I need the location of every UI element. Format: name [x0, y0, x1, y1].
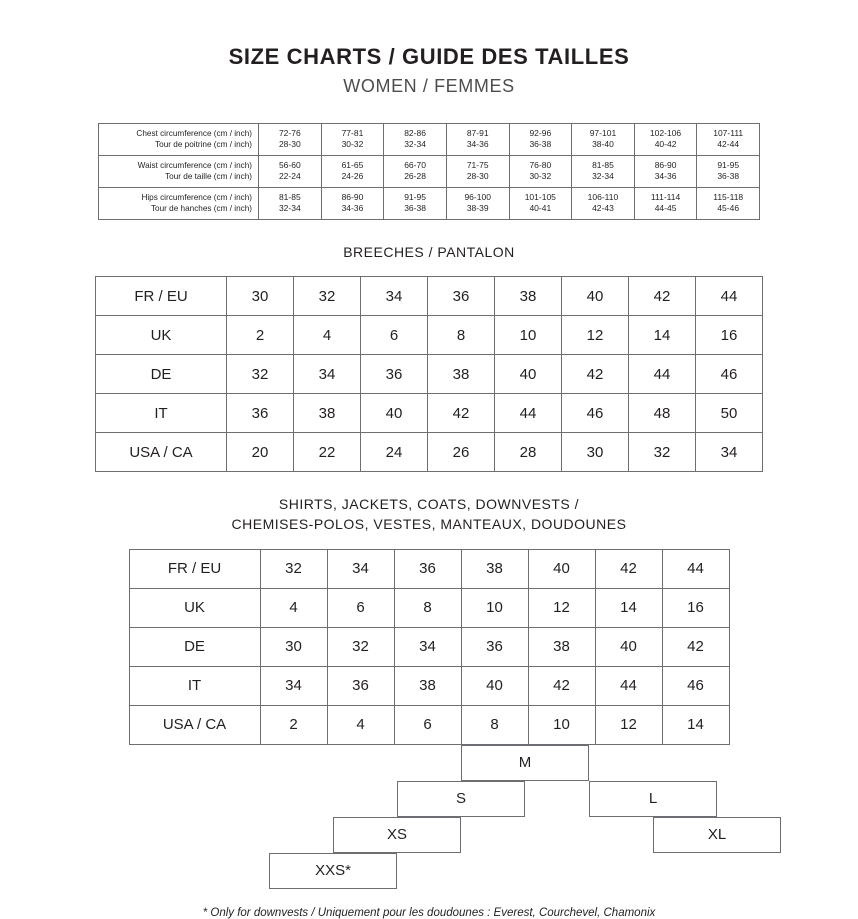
measurement-cm: 106-110 [587, 191, 619, 202]
size-value-cell: 36 [227, 394, 294, 433]
measurement-inch: 36-38 [404, 203, 426, 214]
measurement-row-label [99, 124, 259, 156]
table-row [99, 155, 760, 187]
measurement-cell [446, 187, 509, 219]
letter-size-cell [333, 817, 461, 853]
measurement-label-fr: Tour de poitrine (cm / inch) [155, 140, 252, 150]
table-row [99, 187, 760, 219]
size-value-cell: 44 [662, 549, 729, 588]
measurement-cell [697, 187, 760, 219]
measurement-inch: 38-39 [466, 203, 489, 214]
measurement-cm: 81-85 [278, 191, 301, 202]
size-system-label: UK [96, 316, 227, 355]
breeches-table-wrap [0, 276, 858, 472]
size-value-cell: 14 [662, 705, 729, 744]
size-value-cell: 38 [394, 666, 461, 705]
table-row [129, 627, 729, 666]
size-value-cell: 44 [495, 394, 562, 433]
size-value-cell: 36 [394, 549, 461, 588]
measurement-inch: 30-32 [341, 139, 364, 150]
measurement-label-fr: Tour de hanches (cm / inch) [150, 204, 252, 214]
measurement-cell [259, 155, 322, 187]
measurement-label-fr: Tour de taille (cm / inch) [165, 172, 252, 182]
measurement-cm: 81-85 [592, 159, 614, 170]
measurement-cell [697, 155, 760, 187]
page-subtitle: WOMEN / FEMMES [343, 76, 515, 96]
measurement-cell [321, 124, 384, 156]
size-system-label: UK [129, 588, 260, 627]
table-row [96, 355, 763, 394]
size-value-cell: 32 [227, 355, 294, 394]
measurement-inch: 34-36 [341, 203, 364, 214]
measurement-cm: 66-70 [404, 159, 426, 170]
size-value-cell: 36 [428, 277, 495, 316]
size-value-cell: 6 [361, 316, 428, 355]
size-value-cell: 38 [294, 394, 361, 433]
size-value-cell: 8 [394, 588, 461, 627]
size-value-cell: 12 [528, 588, 595, 627]
table-row [129, 549, 729, 588]
measurement-cell [509, 187, 572, 219]
measurement-label-en: Hips circumference (cm / inch) [141, 193, 252, 203]
size-system-label: DE [129, 627, 260, 666]
measurement-cell [572, 187, 635, 219]
size-value-cell: 10 [528, 705, 595, 744]
measurement-inch: 40-41 [529, 203, 552, 214]
measurement-row-label [99, 187, 259, 219]
measurement-cm: 96-100 [464, 191, 491, 202]
footnote: * Only for downvests / Uniquement pour les doudounes : Everest, Courchevel, Chamonix [202, 906, 656, 919]
size-system-label: USA / CA [96, 433, 227, 472]
size-value-cell: 22 [294, 433, 361, 472]
size-value-cell: 10 [495, 316, 562, 355]
size-value-cell: 12 [562, 316, 629, 355]
letter-size-label: XS [386, 826, 407, 844]
breeches-table [95, 276, 763, 472]
size-value-cell: 34 [394, 627, 461, 666]
size-value-cell: 28 [495, 433, 562, 472]
letter-size-cell [461, 745, 589, 781]
table-row [129, 705, 729, 744]
size-value-cell: 46 [696, 355, 763, 394]
measurement-cell [634, 155, 697, 187]
table-row [99, 124, 760, 156]
measurement-cm: 101-105 [524, 191, 556, 202]
measurement-inch: 34-36 [654, 171, 677, 182]
measurement-inch: 30-32 [529, 171, 552, 182]
measurement-cm: 97-101 [589, 128, 617, 138]
size-value-cell: 42 [428, 394, 495, 433]
size-value-cell: 42 [562, 355, 629, 394]
measurement-cm: 76-80 [529, 159, 552, 170]
measurement-inch: 45-46 [717, 203, 740, 214]
size-system-label: FR / EU [129, 549, 260, 588]
table-row [129, 588, 729, 627]
shirts-table [129, 549, 730, 745]
size-value-cell: 24 [361, 433, 428, 472]
letter-size-row [141, 745, 717, 781]
measurement-cm: 77-81 [341, 128, 364, 138]
measurements-table [98, 123, 760, 220]
measurement-cm: 87-91 [466, 128, 489, 138]
measurement-cm: 102-106 [649, 128, 682, 138]
measurement-cm: 56-60 [278, 159, 301, 170]
size-system-label: IT [96, 394, 227, 433]
measurement-inch: 22-24 [278, 171, 301, 182]
size-value-cell: 34 [696, 433, 763, 472]
letter-size-row [141, 781, 717, 817]
size-value-cell: 14 [595, 588, 662, 627]
size-value-cell: 44 [629, 355, 696, 394]
size-value-cell: 14 [629, 316, 696, 355]
letter-size-label: L [648, 790, 658, 808]
measurement-cm: 91-95 [717, 159, 740, 170]
size-value-cell: 34 [327, 549, 394, 588]
size-value-cell: 34 [361, 277, 428, 316]
measurement-cell [446, 124, 509, 156]
size-value-cell: 40 [461, 666, 528, 705]
size-value-cell: 42 [662, 627, 729, 666]
size-value-cell: 42 [595, 549, 662, 588]
measurement-cell [384, 187, 447, 219]
measurement-cm: 91-95 [404, 191, 426, 202]
measurement-cell [572, 124, 635, 156]
measurement-cm: 61-65 [341, 159, 364, 170]
measurement-cell [697, 124, 760, 156]
size-value-cell: 16 [696, 316, 763, 355]
measurement-cell [446, 155, 509, 187]
measurements-table-wrap [98, 123, 760, 220]
size-value-cell: 20 [227, 433, 294, 472]
measurement-cm: 92-96 [529, 128, 552, 138]
size-value-cell: 32 [260, 549, 327, 588]
letter-size-label: XL [707, 826, 727, 844]
size-value-cell: 4 [327, 705, 394, 744]
size-value-cell: 6 [394, 705, 461, 744]
size-value-cell: 34 [260, 666, 327, 705]
measurement-cell [259, 187, 322, 219]
measurement-label-en: Waist circumference (cm / inch) [137, 161, 252, 171]
size-value-cell: 40 [595, 627, 662, 666]
measurement-cell [509, 124, 572, 156]
size-value-cell: 4 [260, 588, 327, 627]
table-row [96, 433, 763, 472]
measurement-inch: 24-26 [341, 171, 364, 182]
measurement-cell [384, 155, 447, 187]
measurement-inch: 42-44 [717, 139, 740, 150]
size-system-label: IT [129, 666, 260, 705]
breeches-heading: BREECHES / PANTALON [343, 243, 515, 260]
measurement-cell [509, 155, 572, 187]
page-title: SIZE CHARTS / GUIDE DES TAILLES [228, 44, 630, 69]
size-value-cell: 30 [260, 627, 327, 666]
letter-size-cell [397, 781, 525, 817]
size-value-cell: 40 [361, 394, 428, 433]
size-value-cell: 46 [662, 666, 729, 705]
size-value-cell: 2 [227, 316, 294, 355]
size-value-cell: 10 [461, 588, 528, 627]
measurement-cell [321, 187, 384, 219]
measurement-cell [384, 124, 447, 156]
table-row [96, 316, 763, 355]
measurement-inch: 32-34 [278, 203, 301, 214]
size-system-label: FR / EU [96, 277, 227, 316]
measurement-row-label [99, 155, 259, 187]
size-value-cell: 40 [495, 355, 562, 394]
measurement-cm: 111-114 [650, 191, 681, 202]
size-value-cell: 32 [327, 627, 394, 666]
measurement-inch: 28-30 [278, 139, 301, 150]
letter-size-cell [589, 781, 717, 817]
size-value-cell: 38 [528, 627, 595, 666]
size-value-cell: 44 [696, 277, 763, 316]
measurement-label-en: Chest circumference (cm / inch) [136, 129, 252, 139]
measurement-inch: 42-43 [592, 203, 614, 214]
size-value-cell: 8 [461, 705, 528, 744]
measurement-inch: 44-45 [654, 203, 677, 214]
measurement-cell [572, 155, 635, 187]
size-value-cell: 4 [294, 316, 361, 355]
size-value-cell: 16 [662, 588, 729, 627]
shirts-heading-line2: CHEMISES-POLOS, VESTES, MANTEAUX, DOUDOUNES [231, 516, 627, 533]
letter-size-cell [653, 817, 781, 853]
measurement-inch: 32-34 [592, 171, 614, 182]
measurement-inch: 34-36 [466, 139, 489, 150]
size-value-cell: 2 [260, 705, 327, 744]
shirts-heading-line1: SHIRTS, JACKETS, COATS, DOWNVESTS / [278, 496, 580, 513]
size-value-cell: 36 [327, 666, 394, 705]
size-value-cell: 32 [294, 277, 361, 316]
measurement-cm: 82-86 [404, 128, 426, 138]
letter-size-label: XXS* [315, 862, 351, 880]
size-system-label: USA / CA [129, 705, 260, 744]
size-value-cell: 38 [428, 355, 495, 394]
size-value-cell: 36 [461, 627, 528, 666]
size-value-cell: 40 [562, 277, 629, 316]
size-value-cell: 42 [629, 277, 696, 316]
letter-size-row [141, 817, 727, 853]
size-value-cell: 36 [361, 355, 428, 394]
measurement-inch: 32-34 [404, 139, 426, 150]
measurement-inch: 36-38 [717, 171, 740, 182]
measurement-cell [634, 187, 697, 219]
size-value-cell: 34 [294, 355, 361, 394]
measurement-inch: 40-42 [654, 139, 677, 150]
letter-size-label: S [455, 790, 466, 808]
measurement-cm: 115-118 [713, 191, 744, 202]
table-row [96, 394, 763, 433]
size-value-cell: 6 [327, 588, 394, 627]
size-system-label: DE [96, 355, 227, 394]
size-value-cell: 46 [562, 394, 629, 433]
measurement-cm: 86-90 [654, 159, 677, 170]
table-row [96, 277, 763, 316]
measurement-cell [321, 155, 384, 187]
size-value-cell: 40 [528, 549, 595, 588]
letter-size-cell [269, 853, 397, 889]
size-value-cell: 38 [495, 277, 562, 316]
shirts-table-wrap [0, 549, 858, 745]
shirts-heading [0, 494, 858, 535]
size-value-cell: 30 [562, 433, 629, 472]
measurement-inch: 26-28 [404, 171, 426, 182]
size-value-cell: 32 [629, 433, 696, 472]
letter-size-label: M [518, 754, 532, 772]
size-value-cell: 38 [461, 549, 528, 588]
measurement-cell [259, 124, 322, 156]
size-value-cell: 50 [696, 394, 763, 433]
letter-size-row [141, 853, 717, 889]
size-value-cell: 12 [595, 705, 662, 744]
measurement-cm: 86-90 [341, 191, 364, 202]
size-value-cell: 42 [528, 666, 595, 705]
table-row [129, 666, 729, 705]
measurement-cm: 71-75 [466, 159, 489, 170]
measurement-inch: 28-30 [466, 171, 489, 182]
size-value-cell: 44 [595, 666, 662, 705]
size-value-cell: 26 [428, 433, 495, 472]
measurement-cm: 107-111 [713, 128, 744, 138]
letter-size-brackets [141, 745, 727, 889]
size-value-cell: 30 [227, 277, 294, 316]
measurement-cell [634, 124, 697, 156]
measurement-cm: 72-76 [278, 128, 301, 138]
size-value-cell: 48 [629, 394, 696, 433]
size-value-cell: 8 [428, 316, 495, 355]
measurement-inch: 36-38 [529, 139, 552, 150]
measurement-inch: 38-40 [592, 139, 614, 150]
